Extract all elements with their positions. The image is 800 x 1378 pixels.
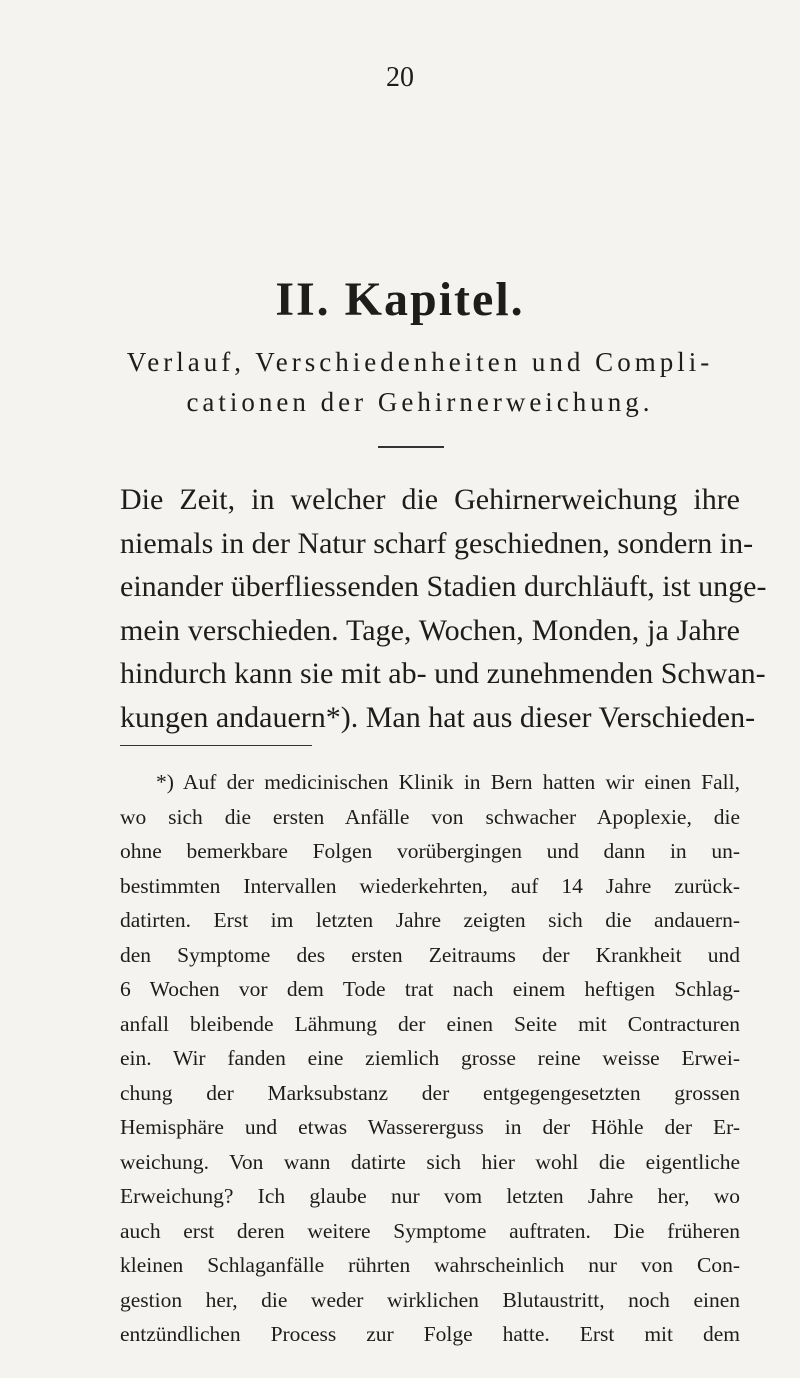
body-line: einander überfliessenden Stadien durchläuft, ist unge- bbox=[120, 570, 767, 603]
footnote-line: gestion her, die weder wirklichen Blutaustritt, noch einen bbox=[120, 1287, 740, 1312]
footnote-line: ohne bemerkbare Folgen vorübergingen und dann in un- bbox=[120, 839, 740, 863]
footnote-line: *) Auf der medicinischen Klinik in Bern hatten wir einen Fall, bbox=[156, 770, 740, 794]
section-divider bbox=[378, 446, 444, 448]
footnote-line: den Symptome des ersten Zeitraums der Krankheit und bbox=[120, 942, 740, 967]
footnote-line: datirten. Erst im letzten Jahre zeigten sich die andauern- bbox=[120, 908, 740, 932]
footnote-line: anfall bleibende Lähmung der einen Seite mit Contracturen bbox=[120, 1011, 740, 1036]
footnote-line: bestimmten Intervallen wiederkehrten, auf 14 Jahre zurück- bbox=[120, 873, 740, 898]
body-line: kungen andauern*). Man hat aus dieser Verschieden- bbox=[120, 700, 756, 734]
body-paragraph bbox=[120, 478, 767, 739]
footnote-line: ein. Wir fanden eine ziemlich grosse reine weisse Erwei- bbox=[120, 1046, 740, 1070]
footnote-line: wo sich die ersten Anfälle von schwacher Apoplexie, die bbox=[120, 804, 740, 829]
body-line: Die Zeit, in welcher die Gehirnerweichung ihre bbox=[120, 483, 740, 516]
footnote-line: Erweichung? Ich glaube nur vom letzten Jahre her, wo bbox=[120, 1184, 740, 1208]
footnote-line: Hemisphäre und etwas Wassererguss in der Höhle der Er- bbox=[120, 1115, 740, 1139]
page-number: 20 bbox=[386, 62, 414, 93]
footnote-line: auch erst deren weitere Symptome auftraten. Die früheren bbox=[120, 1218, 740, 1243]
footnote-divider bbox=[120, 745, 312, 746]
footnote-line: weichung. Von wann datirte sich hier wohl die eigentliche bbox=[120, 1149, 740, 1174]
footnote-line: chung der Marksubstanz der entgegengesetzten grossen bbox=[120, 1080, 740, 1105]
footnote-line: 6 Wochen vor dem Tode trat nach einem heftigen Schlag- bbox=[120, 977, 740, 1001]
chapter-heading: II. Kapitel. bbox=[275, 273, 525, 326]
footnote bbox=[120, 765, 740, 1352]
footnote-line: kleinen Schlaganfälle rührten wahrscheinlich nur von Con- bbox=[120, 1253, 740, 1277]
chapter-subtitle bbox=[100, 342, 740, 422]
body-line: mein verschieden. Tage, Wochen, Monden, ja Jahre bbox=[120, 613, 740, 647]
subtitle-line: cationen der Gehirnerweichung. bbox=[186, 387, 654, 417]
subtitle-line: Verlauf, Verschiedenheiten und Compli- bbox=[126, 347, 714, 377]
body-line: hindurch kann sie mit ab- und zunehmenden Schwan- bbox=[120, 657, 766, 690]
body-line: niemals in der Natur scharf geschiednen, sondern in- bbox=[120, 526, 754, 560]
footnote-line: entzündlichen Process zur Folge hatte. Erst mit dem bbox=[120, 1322, 740, 1346]
